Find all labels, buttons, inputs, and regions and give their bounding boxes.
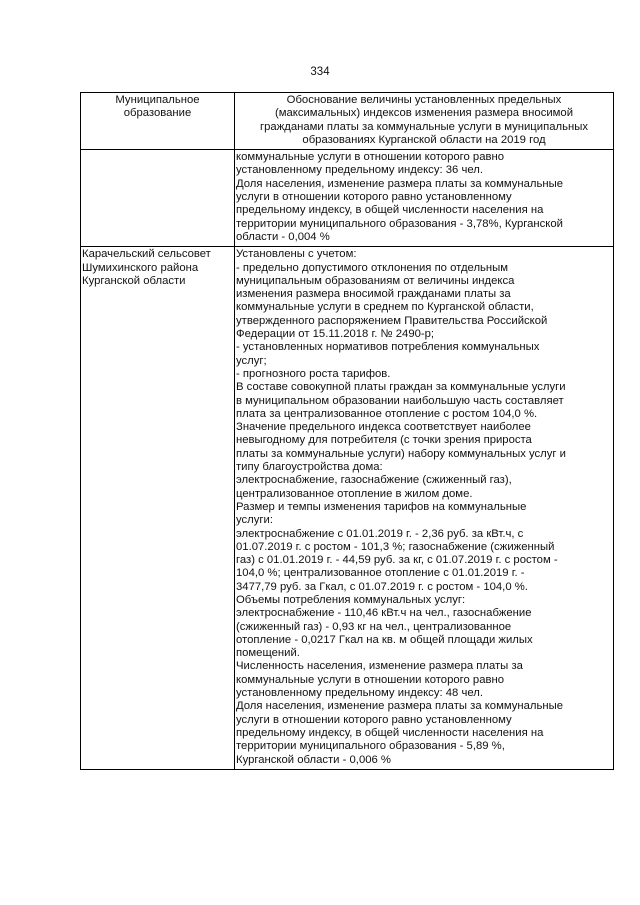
text-line: коммунальные услуги в среднем по Курганской области, bbox=[236, 301, 534, 314]
header-municipality-line: образование bbox=[123, 107, 192, 120]
municipality-cell bbox=[81, 150, 235, 247]
justification-table bbox=[80, 92, 614, 770]
municipality-name-line: Шумихинского района bbox=[82, 261, 199, 274]
text-line: плата за централизованное отопление с ростом 104,0 %. bbox=[236, 407, 538, 420]
text-line: - предельно допустимого отклонения по отдельным bbox=[236, 261, 509, 274]
text-line: услуги: bbox=[236, 514, 273, 527]
text-line: предельному индексу, в общей численности населения на bbox=[236, 726, 544, 739]
text-line: муниципальным образованиям от величины индекса bbox=[236, 274, 515, 287]
text-line: услуги в отношении которого равно установленному bbox=[236, 191, 512, 204]
text-line: услуг; bbox=[236, 354, 267, 367]
text-line: Доля населения, изменение размера платы за коммунальные bbox=[236, 177, 564, 190]
text-line: установленному предельному индексу: 36 чел. bbox=[236, 164, 483, 177]
text-line: предельному индексу, в общей численности населения на bbox=[236, 204, 544, 217]
text-line: - прогнозного роста тарифов. bbox=[236, 367, 391, 380]
justification-cell bbox=[235, 247, 614, 770]
text-line: электроснабжение с 01.01.2019 г. - 2,36 руб. за кВт.ч, с bbox=[236, 527, 524, 540]
text-line: типу благоустройства дома: bbox=[236, 461, 383, 474]
text-line: изменения размера вносимой гражданами платы за bbox=[236, 288, 511, 301]
text-line: В составе совокупной платы граждан за коммунальные услуги bbox=[236, 381, 566, 394]
text-line: отопление - 0,0217 Гкал на кв. м общей площади жилых bbox=[236, 633, 533, 646]
header-justification-line: Обоснование величины установленных предельных bbox=[286, 94, 562, 106]
table-row bbox=[81, 150, 614, 247]
text-line: Установлены с учетом: bbox=[236, 248, 357, 261]
text-line: коммунальные услуги в отношении которого равно bbox=[236, 673, 505, 686]
text-line: 104,0 %; централизованное отопление с 01.01.2019 г. - bbox=[236, 567, 525, 580]
municipality-name-line: Курганской области bbox=[82, 274, 186, 287]
table-header-row bbox=[81, 93, 614, 150]
text-line: в муниципальном образовании наибольшую часть составляет bbox=[236, 394, 564, 407]
text-line: территории муниципального образования - 3,78%, Курганской bbox=[236, 217, 563, 230]
header-justification bbox=[235, 93, 614, 150]
text-line: Значение предельного индекса соответствует наиболее bbox=[236, 421, 531, 434]
municipality-cell bbox=[81, 247, 235, 770]
justification-cell bbox=[235, 150, 614, 247]
text-line: услуги в отношении которого равно установленному bbox=[236, 713, 512, 726]
text-line: Доля населения, изменение размера платы за коммунальные bbox=[236, 700, 564, 713]
text-line: невыгодному для потребителя (с точки зрения прироста bbox=[236, 434, 532, 447]
text-line: Федерации от 15.11.2018 г. № 2490-р; bbox=[236, 328, 435, 341]
text-line: утвержденного распоряжением Правительства Российской bbox=[236, 314, 548, 327]
header-justification-line: гражданами платы за коммунальные услуги в муниципальных bbox=[260, 120, 588, 133]
text-line: электроснабжение - 110,46 кВт.ч на чел., газоснабжение bbox=[236, 607, 532, 620]
text-line: Размер и темпы изменения тарифов на коммунальные bbox=[236, 500, 527, 513]
header-municipality-line: Муниципальное bbox=[115, 94, 200, 106]
text-line: централизованное отопление в жилом доме. bbox=[236, 487, 473, 500]
text-line: 3477,79 руб. за Гкал, с 01.07.2019 г. с ростом - 104,0 %. bbox=[236, 580, 528, 593]
text-line: газ) с 01.01.2019 г. - 44,59 руб. за кг, с 01.07.2019 г. с ростом - bbox=[236, 554, 558, 567]
header-municipality bbox=[81, 93, 235, 150]
header-justification-line: образованиях Курганской области на 2019 год bbox=[302, 133, 546, 146]
header-justification-line: (максимальных) индексов изменения размера вносимой bbox=[274, 107, 574, 120]
text-line: области - 0,004 % bbox=[236, 230, 330, 243]
text-line: 01.07.2019 г. с ростом - 101,3 %; газоснабжение (сжиженный bbox=[236, 540, 555, 553]
text-line: коммунальные услуги в отношении которого равно bbox=[236, 151, 505, 164]
text-line: - установленных нормативов потребления коммунальных bbox=[236, 341, 540, 354]
municipality-name-line: Карачельский сельсовет bbox=[82, 248, 211, 261]
text-line: установленному предельному индексу: 48 чел. bbox=[236, 687, 483, 700]
table-row bbox=[81, 247, 614, 770]
text-line: (сжиженный газ) - 0,93 кг на чел., централизованное bbox=[236, 620, 512, 633]
text-line: платы за коммунальные услуги) набору коммунальных услуг и bbox=[236, 447, 566, 460]
text-line: Курганской области - 0,006 % bbox=[236, 753, 391, 766]
text-line: Объемы потребления коммунальных услуг: bbox=[236, 593, 466, 606]
text-line: Численность населения, изменение размера платы за bbox=[236, 660, 523, 673]
page-number: 334 bbox=[310, 66, 330, 78]
text-line: помещений. bbox=[236, 647, 300, 660]
text-line: электроснабжение, газоснабжение (сжиженный газ), bbox=[236, 474, 512, 487]
text-line: территории муниципального образования - 5,89 %, bbox=[236, 740, 505, 753]
